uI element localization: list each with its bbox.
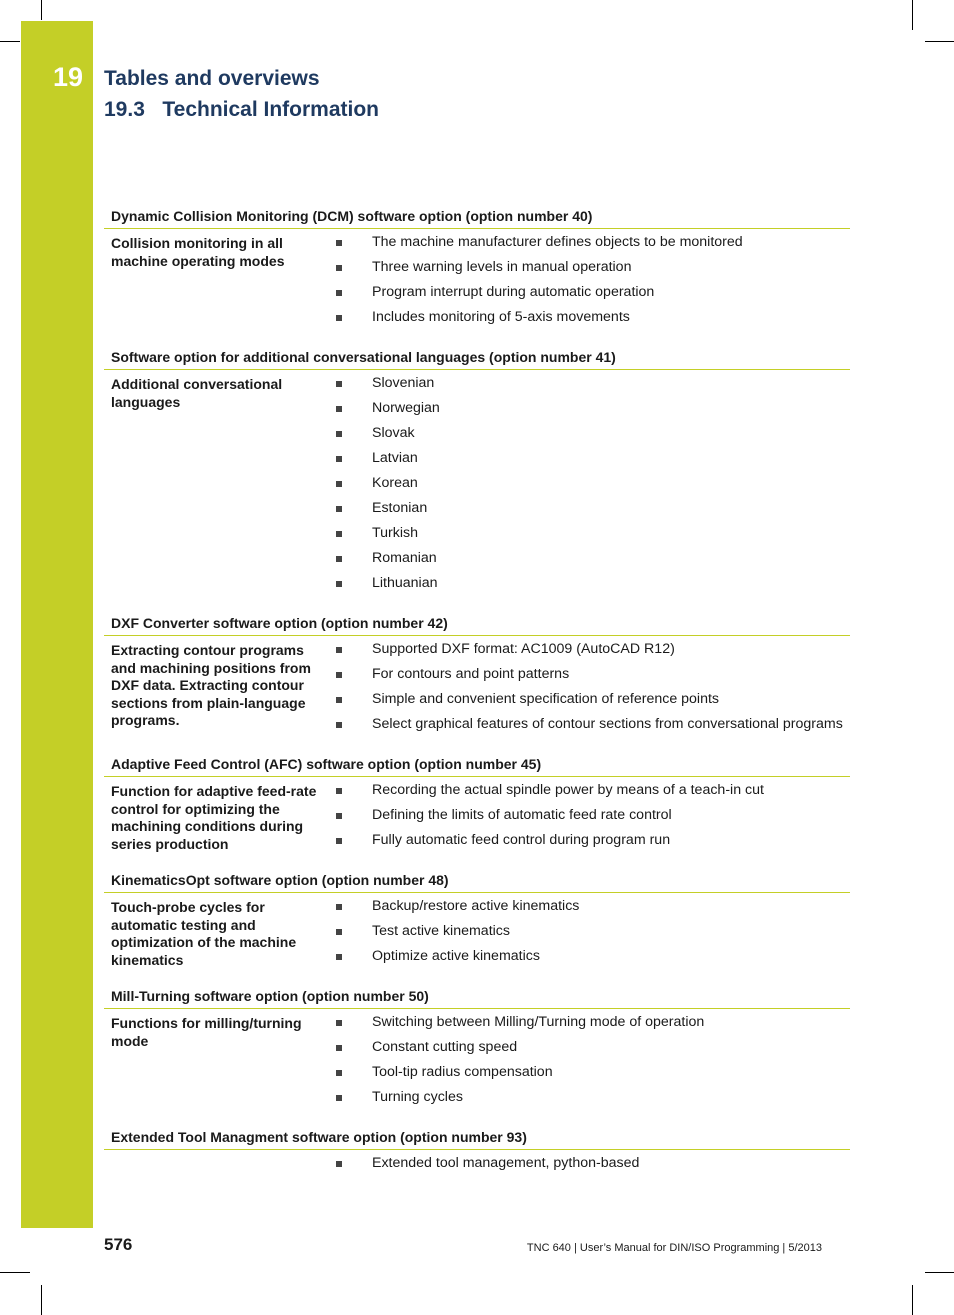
- list-item: Program interrupt during automatic operation: [332, 283, 850, 301]
- chapter-tab: [21, 21, 93, 1228]
- feature-label: Functions for milling/turning mode: [111, 1015, 302, 1049]
- feature-list: [332, 1013, 850, 1113]
- chapter-title: Tables and overviews: [104, 67, 320, 90]
- list-item: Lithuanian: [332, 574, 850, 592]
- tech-info-tables: [104, 204, 850, 1191]
- feature-label: Collision monitoring in all machine operating modes: [111, 235, 285, 269]
- list-item: For contours and point patterns: [332, 665, 850, 683]
- list-item: Fully automatic feed control during program run: [332, 831, 850, 849]
- list-item: Extended tool management, python-based: [332, 1154, 850, 1172]
- list-item: Constant cutting speed: [332, 1038, 850, 1056]
- list-item: Supported DXF format: AC1009 (AutoCAD R12): [332, 640, 850, 658]
- list-item: Simple and convenient specification of reference points: [332, 690, 850, 708]
- option-heading: Adaptive Feed Control (AFC) software option (option number 45): [104, 752, 850, 777]
- list-item: Turning cycles: [332, 1088, 850, 1106]
- list-item: Estonian: [332, 499, 850, 517]
- list-item: The machine manufacturer defines objects to be monitored: [332, 233, 850, 251]
- feature-label: Function for adaptive feed-rate control for optimizing the machining conditions during series production: [111, 783, 317, 852]
- feature-label: [104, 1154, 332, 1179]
- option-heading: Mill-Turning software option (option number 50): [104, 984, 850, 1009]
- list-item: Korean: [332, 474, 850, 492]
- list-item: Slovak: [332, 424, 850, 442]
- option-heading: Dynamic Collision Monitoring (DCM) software option (option number 40): [104, 204, 850, 229]
- list-item: Test active kinematics: [332, 922, 850, 940]
- feature-list: [332, 233, 850, 333]
- option-heading: KinematicsOpt software option (option number 48): [104, 868, 850, 893]
- footer-text: TNC 640 | User’s Manual for DIN/ISO Programming | 5/2013: [526, 1242, 822, 1254]
- list-item: Turkish: [332, 524, 850, 542]
- option-table-languages: [104, 345, 850, 599]
- list-item: Latvian: [332, 449, 850, 467]
- option-table-kinematicsopt: [104, 868, 850, 972]
- option-table-mill-turning: [104, 984, 850, 1113]
- list-item: Select graphical features of contour sections from conversational programs: [332, 715, 850, 733]
- feature-label: Extracting contour programs and machining positions from DXF data. Extracting contour sections from plain-language programs.: [111, 642, 311, 728]
- feature-list: [332, 781, 850, 856]
- page-number: 576: [104, 1235, 133, 1254]
- list-item: Norwegian: [332, 399, 850, 417]
- list-item: Switching between Milling/Turning mode of operation: [332, 1013, 850, 1031]
- chapter-number: 19: [53, 62, 84, 92]
- list-item: Defining the limits of automatic feed rate control: [332, 806, 850, 824]
- feature-label: Touch-probe cycles for automatic testing and optimization of the machine kinematics: [111, 899, 297, 968]
- list-item: Romanian: [332, 549, 850, 567]
- option-heading: DXF Converter software option (option number 42): [104, 611, 850, 636]
- option-heading: Software option for additional conversational languages (option number 41): [104, 345, 850, 370]
- feature-list: [332, 1154, 850, 1179]
- option-table-tool-management: [104, 1125, 850, 1179]
- section-title: 19.3 Technical Information: [104, 98, 380, 121]
- feature-list: [332, 897, 850, 972]
- option-table-dcm: [104, 204, 850, 333]
- list-item: Recording the actual spindle power by means of a teach-in cut: [332, 781, 850, 799]
- feature-label: Additional conversational languages: [111, 376, 283, 410]
- feature-list: [332, 640, 850, 740]
- list-item: Three warning levels in manual operation: [332, 258, 850, 276]
- option-table-afc: [104, 752, 850, 856]
- list-item: Backup/restore active kinematics: [332, 897, 850, 915]
- list-item: Optimize active kinematics: [332, 947, 850, 965]
- list-item: Tool-tip radius compensation: [332, 1063, 850, 1081]
- list-item: Includes monitoring of 5-axis movements: [332, 308, 850, 326]
- option-heading: Extended Tool Managment software option (option number 93): [104, 1125, 850, 1150]
- feature-list: [332, 374, 850, 599]
- list-item: Slovenian: [332, 374, 850, 392]
- option-table-dxf: [104, 611, 850, 740]
